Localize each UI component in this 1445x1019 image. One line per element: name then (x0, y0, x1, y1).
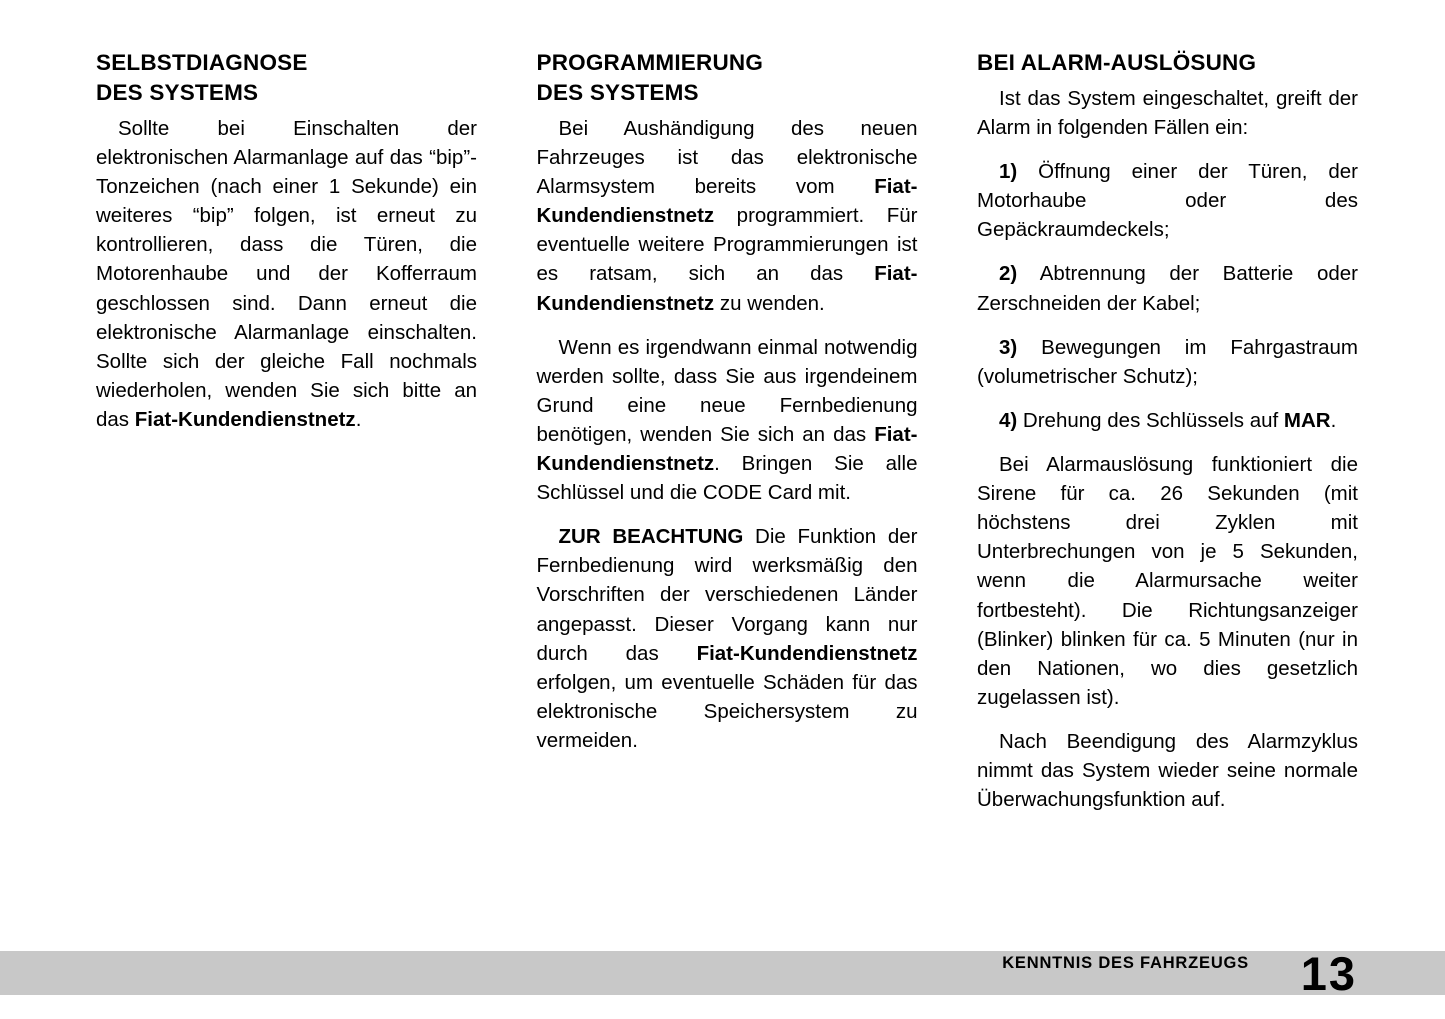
list-item: 3) Bewegungen im Fahrgastraum (volumetrischer Schutz); (977, 335, 1358, 388)
section-heading-selbstdiagnose (96, 48, 477, 108)
section-heading-bei-alarm-ausloesung (977, 48, 1358, 78)
paragraph: Wenn es irgendwann einmal notwendig werden sollte, dass Sie aus irgendeinem Grund eine neue Fernbedienung benötigen, wenden Sie sich an das Fiat-Kundendienstnetz. Bringen Sie alle Schlüssel und die CODE Card mit. (536, 335, 918, 505)
column-right (977, 48, 1358, 829)
paragraph: Sollte bei Einschalten der elektronischen Alarmanlage auf das “bip”-Tonzeichen (nach einer 1 Sekunde) ein weiteres “bip” folgen, ist erneut zu kontrollieren, dass die Türen, die Motorenhaube und der Kofferraum geschlossen sind. Dann erneut die elektronische Alarmanlage einschalten. Sollte sich der gleiche Fall nochmals wiederholen, wenden Sie sich bitte an das Fiat-Kundendienstnetz. (96, 116, 477, 431)
paragraph: Nach Beendigung des Alarmzyklus nimmt das System wieder seine normale Überwachungsfunktion auf. (977, 730, 1358, 812)
column-middle (537, 48, 918, 829)
list-item: 1) Öffnung einer der Türen, der Motorhaube oder des Gepäckraumdeckels; (977, 160, 1358, 242)
list-item: 4) Drehung des Schlüssels auf MAR. (999, 408, 1337, 432)
section-heading-programmierung (537, 48, 918, 108)
footer (0, 937, 1445, 1009)
column-left (96, 48, 477, 829)
page-number: 13 (1300, 947, 1357, 1000)
heading-line-1: PROGRAMMIERUNG (536, 50, 764, 75)
heading-line-1: SELBSTDIAGNOSE (96, 50, 308, 75)
paragraph: ZUR BEACHTUNG Die Funktion der Fernbedienung wird werksmäßig den Vorschriften der verschiedenen Länder angepasst. Dieser Vorgang kann nur durch das Fiat-Kundendienstnetz erfolgen, um eventuelle Schäden für das elektronische Speichersystem zu vermeiden. (536, 525, 918, 753)
list-item: 2) Abtrennung der Batterie oder Zerschneiden der Kabel; (977, 262, 1358, 315)
paragraph: Ist das System eingeschaltet, greift der Alarm in folgenden Fällen ein: (977, 86, 1358, 140)
heading-line-2: DES SYSTEMS (96, 79, 259, 105)
footer-section-label: KENNTNIS DES FAHRZEUGS (1002, 954, 1249, 972)
paragraph: Bei Alarmauslösung funktioniert die Sirene für ca. 26 Sekunden (mit höchstens drei Zyklen mit Unterbrechungen von je 5 Sekunden, wenn die Alarmursache weiter fortbesteht). Die Richtungsanzeiger (Blinker) blinken für ca. 5 Minuten (nur in den Nationen, wo dies gesetzlich zugelassen ist). (977, 453, 1358, 709)
paragraph: Bei Aushändigung des neuen Fahrzeuges ist das elektronische Alarmsystem bereits vom Fiat-Kundendienstnetz programmiert. Für eventuelle weitere Programmierungen ist es ratsam, sich an das Fiat-Kundendienstnetz zu wenden. (536, 116, 918, 315)
page-columns (96, 48, 1358, 829)
heading-line-2: DES SYSTEMS (536, 79, 699, 105)
heading-line-1: BEI ALARM-AUSLÖSUNG (977, 50, 1257, 75)
